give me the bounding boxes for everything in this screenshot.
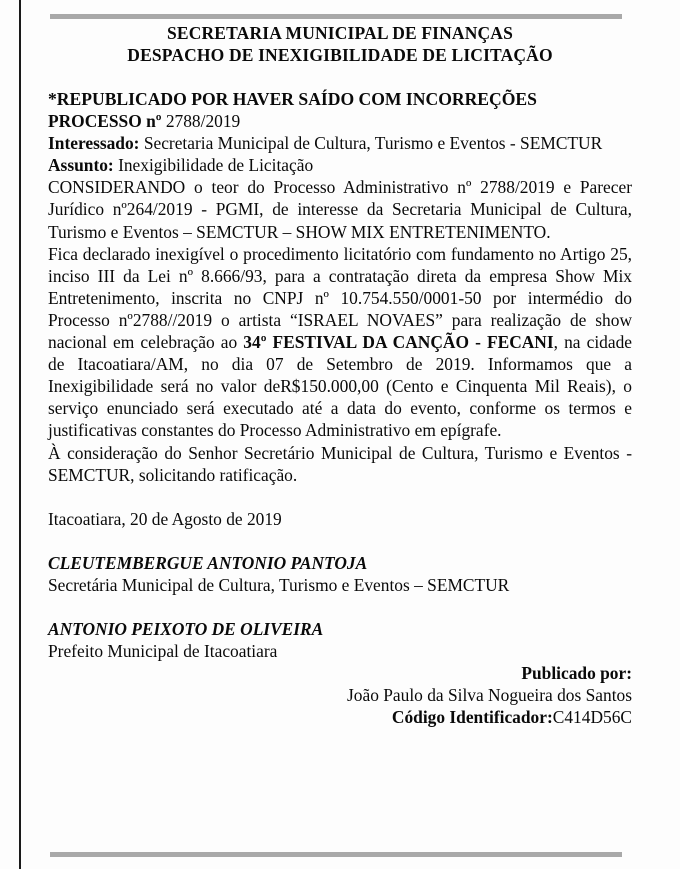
body-paragraph-2 xyxy=(48,243,632,442)
identifier-line xyxy=(48,706,632,728)
spacer-before-date xyxy=(48,486,632,508)
place-and-date: Itacoatiara, 20 de Agosto de 2019 xyxy=(48,508,282,529)
publication-footer xyxy=(48,662,632,728)
interested-value: Secretaria Municipal de Cultura, Turismo e Eventos - SEMCTUR xyxy=(139,133,603,154)
festival-name: 34º FESTIVAL DA CANÇÃO - FECANI xyxy=(243,332,554,353)
identifier-label: Código Identificador: xyxy=(391,706,553,727)
interested-label: Interessado: xyxy=(48,133,140,154)
process-line xyxy=(48,110,632,132)
publisher-name: João Paulo da Silva Nogueira dos Santos xyxy=(347,684,632,705)
spacer-before-signature-2 xyxy=(48,596,632,618)
header-line-2: DESPACHO DE INEXIGIBILIDADE DE LICITAÇÃO xyxy=(127,45,553,65)
process-value: 2788/2019 xyxy=(161,111,241,132)
subject-line xyxy=(48,154,632,176)
published-by-label: Publicado por: xyxy=(521,662,632,683)
identifier-value: C414D56C xyxy=(552,706,632,727)
republished-notice: *REPUBLICADO POR HAVER SAÍDO COM INCORREÇÕES xyxy=(48,89,537,109)
spacer-before-signature-1 xyxy=(48,530,632,552)
body-paragraph-1: CONSIDERANDO o teor do Processo Administrativo nº 2788/2019 e Parecer Jurídico nº264/2019 - PGMI, de interesse da Secretaria Municipal de Cultura, Turismo e Eventos – SEMCTUR – SHOW MIX ENTRETENIMENTO. xyxy=(48,177,632,242)
body-paragraph-2-part1: Fica declarado inexigível o procedimento licitatório com fundamento no Artigo 25, inciso III da Lei nº 8.666/93, para a contratação direta da empresa Show Mix Entretenimento, inscrita no CNPJ nº 10.754.550/0001-50 por intermédio do Processo nº2788//2019 o artista “ISRAEL NOVAES” para realização de show nacional em celebração ao xyxy=(48,243,632,353)
signature-1-name: CLEUTEMBERGUE ANTONIO PANTOJA xyxy=(48,552,368,573)
signature-2-role: Prefeito Municipal de Itacoatiara xyxy=(48,640,278,661)
body-paragraph-2-part2: , na cidade de Itacoatiara/AM, no dia 07 de Setembro de 2019. Informamos que a Inexigibilidade será no valor deR$150.000,00 (Cento e Cinquenta Mil Reais), o serviço enunciado será executado até a data do evento, conforme os termos e justificativas constantes do Processo Administrativo em epígrafe. xyxy=(48,332,632,441)
signature-2-name: ANTONIO PEIXOTO DE OLIVEIRA xyxy=(48,618,324,639)
subject-value: Inexigibilidade de Licitação xyxy=(113,155,314,176)
subject-label: Assunto: xyxy=(48,155,114,176)
document-content xyxy=(48,22,632,728)
body-paragraph-3: À consideração do Senhor Secretário Municipal de Cultura, Turismo e Eventos - SEMCTUR, solicitando ratificação. xyxy=(48,442,632,485)
header-line-1: SECRETARIA MUNICIPAL DE FINANÇAS xyxy=(167,23,513,43)
document-header xyxy=(48,22,632,66)
process-label: PROCESSO nº xyxy=(48,111,162,132)
bottom-divider-rule xyxy=(50,852,622,857)
interested-line xyxy=(48,132,632,154)
signature-1-role: Secretária Municipal de Cultura, Turismo e Eventos – SEMCTUR xyxy=(48,574,510,595)
